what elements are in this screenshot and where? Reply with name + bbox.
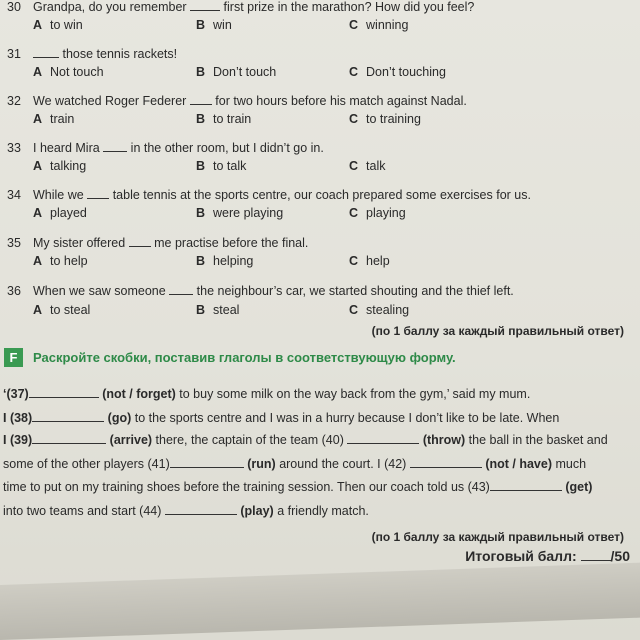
score-note: (по 1 баллу за каждый правильный ответ) [371, 324, 624, 338]
option-b: B were playing [196, 206, 284, 220]
question-stem: When we saw someone the neighbour’s car, we started shouting and the thief left. [33, 284, 514, 298]
option-a: A played [33, 206, 87, 220]
option-b: B to talk [196, 159, 247, 173]
text-line-5: time to put on my training shoes before the training session. Then our coach told us (43) (get) [3, 480, 593, 494]
answer-blank-44 [165, 504, 237, 515]
answer-blank [190, 0, 220, 11]
answer-blank-41 [170, 457, 244, 468]
text-line-1: ‘(37) (not / forget) to buy some milk on the way back from the gym,’ said my mum. [3, 387, 531, 401]
answer-blank [129, 236, 151, 247]
answer-blank-38 [32, 411, 104, 422]
option-c: C talk [349, 159, 386, 173]
option-b: B Don’t touch [196, 65, 277, 79]
question-stem: I heard Mira in the other room, but I didn’t go in. [33, 141, 324, 155]
question-stem: While we table tennis at the sports centre, our coach prepared some exercises for us. [33, 188, 531, 202]
option-a: A Not touch [33, 65, 104, 79]
option-a: A to help [33, 254, 88, 268]
option-a: A to steal [33, 303, 91, 317]
answer-blank [169, 284, 193, 295]
page-edge [0, 563, 640, 640]
answer-blank [87, 188, 109, 199]
question-number: 31 [7, 47, 21, 61]
final-score-blank [581, 550, 611, 561]
option-a: A talking [33, 159, 87, 173]
option-b: B steal [196, 303, 240, 317]
question-number: 35 [7, 236, 21, 250]
section-f-badge: F [4, 348, 23, 367]
final-score: Итоговый балл: /50 [465, 548, 630, 564]
question-stem: Grandpa, do you remember first prize in the marathon? How did you feel? [33, 0, 475, 14]
answer-blank [33, 47, 59, 58]
score-note-2: (по 1 баллу за каждый правильный ответ) [371, 530, 624, 544]
question-number: 30 [7, 0, 21, 14]
option-a: A train [33, 112, 75, 126]
option-b: B to train [196, 112, 252, 126]
answer-blank-40 [347, 433, 419, 444]
text-line-6: into two teams and start (44) (play) a friendly match. [3, 504, 369, 518]
option-c: C Don’t touching [349, 65, 446, 79]
answer-blank [190, 94, 212, 105]
question-stem: those tennis rackets! [33, 47, 177, 61]
question-number: 32 [7, 94, 21, 108]
text-line-3: I (39) (arrive) there, the captain of the team (40) (throw) the ball in the basket and [3, 433, 608, 447]
answer-blank-39 [32, 433, 106, 444]
question-stem: We watched Roger Federer for two hours before his match against Nadal. [33, 94, 467, 108]
option-c: C help [349, 254, 390, 268]
question-stem: My sister offered me practise before the final. [33, 236, 309, 250]
question-number: 33 [7, 141, 21, 155]
text-line-4: some of the other players (41) (run) around the court. I (42) (not / have) much [3, 457, 587, 471]
question-number: 36 [7, 284, 21, 298]
option-b: B helping [196, 254, 254, 268]
answer-blank-43 [490, 480, 562, 491]
question-number: 34 [7, 188, 21, 202]
option-c: C playing [349, 206, 406, 220]
answer-blank [103, 141, 127, 152]
answer-blank-37 [29, 387, 99, 398]
option-c: C to training [349, 112, 421, 126]
option-c: C stealing [349, 303, 410, 317]
section-title: Раскройте скобки, поставив глаголы в соответствующую форму. [33, 350, 456, 365]
option-c: C winning [349, 18, 409, 32]
option-b: B win [196, 18, 232, 32]
answer-blank-42 [410, 457, 482, 468]
option-a: A to win [33, 18, 83, 32]
text-line-2: I (38) (go) to the sports centre and I was in a hurry because I don’t like to be late. When [3, 411, 560, 425]
